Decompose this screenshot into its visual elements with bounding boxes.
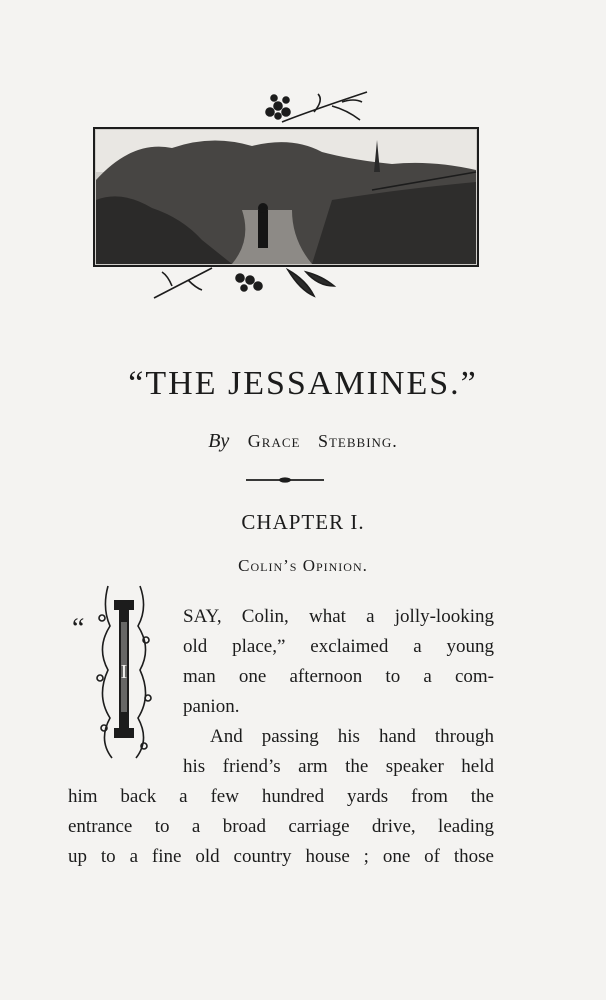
text-line: And passing his hand through xyxy=(210,726,494,747)
byline-prefix: By xyxy=(208,430,230,452)
chapter-heading: CHAPTER I. xyxy=(241,510,365,534)
text-line: entrance to a broad carriage drive, leading xyxy=(68,816,494,837)
floral-sprig-top-icon xyxy=(266,92,367,122)
book-title: “THE JESSAMINES.” xyxy=(128,365,478,402)
drop-cap-letter: I xyxy=(120,661,128,683)
floral-sprig-bottom-icon xyxy=(154,268,334,298)
author-name xyxy=(248,431,398,451)
text-line: up to a fine old country house ; one of those xyxy=(68,846,494,867)
decorated-drop-cap-initial xyxy=(88,578,160,764)
text-line: panion. xyxy=(183,696,240,717)
author-last-name: Stebbing. xyxy=(317,431,398,451)
text-line: his friend’s arm the speaker held xyxy=(183,756,494,777)
text-line: old place,” exclaimed a young xyxy=(183,636,494,657)
byline xyxy=(0,430,606,453)
opening-quote-mark: “ xyxy=(72,613,85,644)
text-line: him back a few hundred yards from the xyxy=(68,786,494,807)
author-first-name: Grace xyxy=(247,431,301,451)
landscape-vignette-illustration xyxy=(92,90,482,300)
chapter-subtitle: Colin’s Opinion. xyxy=(238,556,368,575)
ornamental-rule-divider xyxy=(246,475,324,485)
text-line: SAY, Colin, what a jolly-looking xyxy=(183,606,494,627)
text-line: man one afternoon to a com- xyxy=(183,666,494,687)
